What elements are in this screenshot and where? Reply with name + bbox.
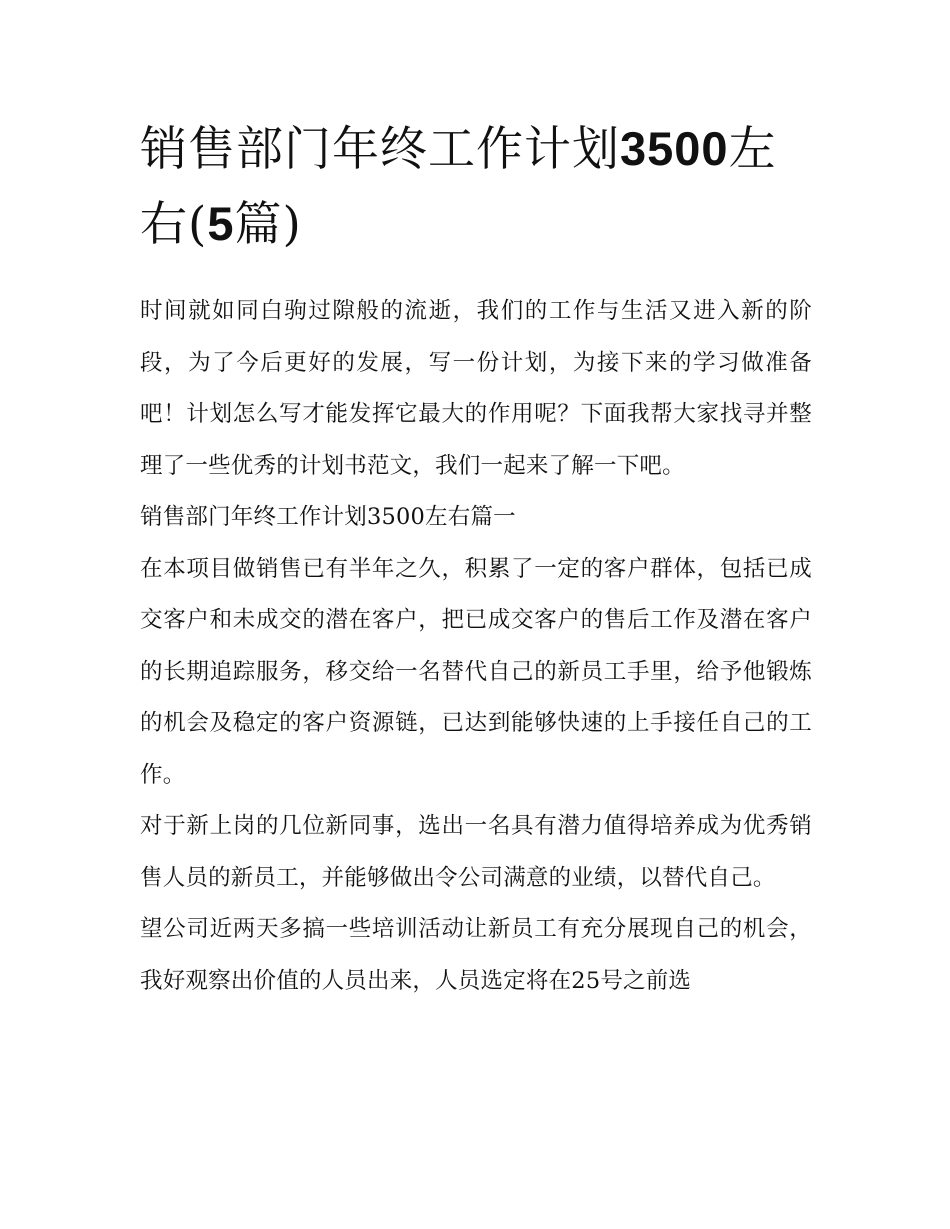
title-text-1: 销售部门年终工作计划 (140, 122, 620, 177)
title-text-2: 左右( (140, 122, 777, 252)
title-number-2: 5 (207, 197, 235, 250)
title-number-1: 3500 (620, 122, 729, 175)
body-paragraph-2: 对于新上岗的几位新同事，选出一名具有潜力值得培养成为优秀销售人员的新员工，并能够做出令公司满意的业绩，以替代自己。 (140, 813, 812, 891)
title-text-3: 篇) (234, 197, 302, 252)
body-paragraph-3: 望公司近两天多搞一些培训活动让新员工有充分展现自己的机会，我好观察出价值的人员出来，人员选定将在25号之前选 (140, 916, 812, 994)
section-heading: 销售部门年终工作计划3500左右篇一 (140, 504, 516, 530)
body-paragraph-1: 在本项目做销售已有半年之久，积累了一定的客户群体，包括已成交客户和未成交的潜在客户，把已成交客户的售后工作及潜在客户的长期追踪服务，移交给一名替代自己的新员工手里，给予他锻炼的机会及稳定的客户资源链，已达到能够快速的上手接任自己的工作。 (140, 555, 812, 788)
document-title (140, 112, 812, 262)
intro-paragraph: 时间就如同白驹过隙般的流逝，我们的工作与生活又进入新的阶段，为了今后更好的发展，写一份计划，为接下来的学习做准备吧！计划怎么写才能发挥它最大的作用呢？下面我帮大家找寻并整理了一些优秀的计划书范文，我们一起来了解一下吧。 (140, 298, 812, 479)
document-page (140, 112, 812, 1007)
